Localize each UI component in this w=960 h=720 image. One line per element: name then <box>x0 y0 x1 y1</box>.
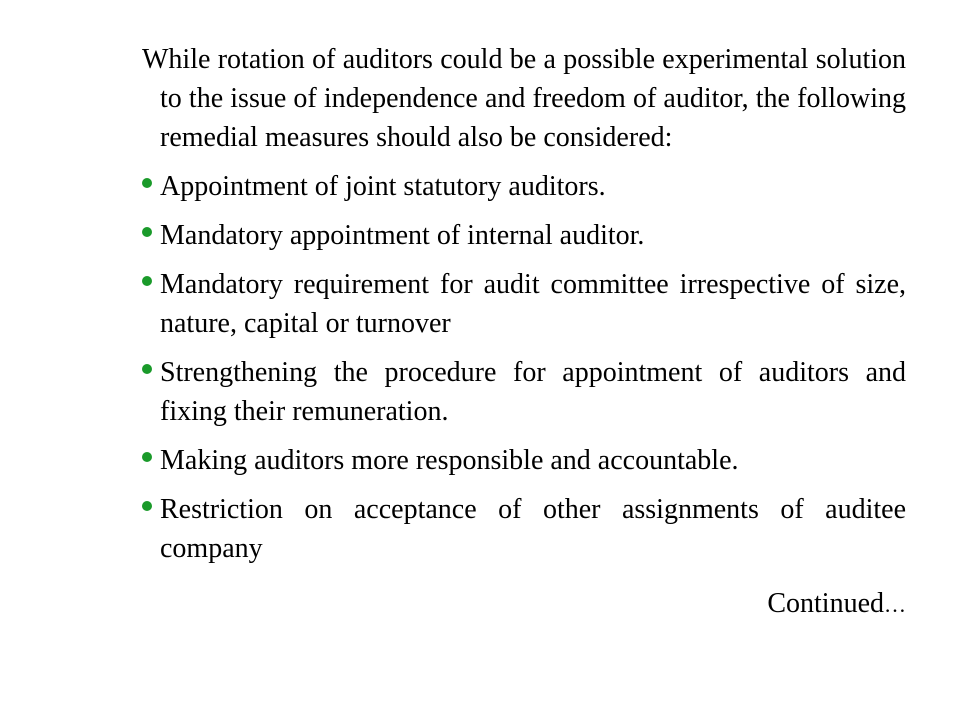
bullet-item <box>142 441 906 480</box>
bullet-list <box>142 167 906 568</box>
bullet-dot-icon <box>142 452 152 462</box>
bullet-text: Restriction on acceptance of other assignments of auditee company <box>160 494 906 564</box>
continued-ellipsis: … <box>884 592 906 617</box>
bullet-item <box>142 353 906 431</box>
intro-paragraph: While rotation of auditors could be a possible experimental solution to the issue of independence and freedom of auditor, the following remedial measures should also be considered: <box>142 44 906 153</box>
bullet-item <box>142 265 906 343</box>
bullet-dot-icon <box>142 364 152 374</box>
bullet-item <box>142 167 906 206</box>
continued-label <box>142 584 906 624</box>
bullet-dot-icon <box>142 227 152 237</box>
slide-body <box>142 40 906 624</box>
bullet-text: Strengthening the procedure for appointment of auditors and fixing their remuneration. <box>160 357 906 427</box>
bullet-text: Mandatory appointment of internal auditor. <box>160 220 645 251</box>
bullet-dot-icon <box>142 501 152 511</box>
bullet-dot-icon <box>142 276 152 286</box>
bullet-text: Appointment of joint statutory auditors. <box>160 171 606 202</box>
bullet-item <box>142 216 906 255</box>
continued-text: Continued <box>767 588 884 619</box>
bullet-text: Mandatory requirement for audit committee irrespective of size, nature, capital or turnover <box>160 269 906 339</box>
bullet-text: Making auditors more responsible and accountable. <box>160 445 739 476</box>
bullet-item <box>142 490 906 568</box>
bullet-dot-icon <box>142 178 152 188</box>
